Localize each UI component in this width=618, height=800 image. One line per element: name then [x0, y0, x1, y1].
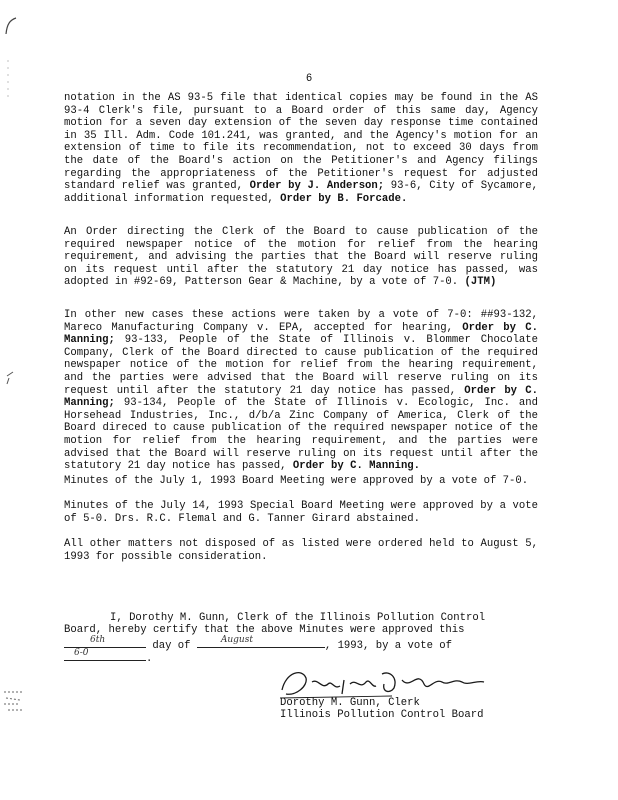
paragraph-text: 93-6, City of Sycamore, additional information requested, — [64, 180, 538, 205]
paragraph-minutes-july-14: Minutes of the July 14, 1993 Special Board Meeting were approved by a vote of 5-0. Drs. R.C. Flemal and G. Tanner Girard abstained. — [64, 500, 538, 525]
handwritten-day: 6th — [90, 635, 106, 646]
order-by: Order by C. Manning; — [64, 321, 538, 347]
order-by: Order by C. Manning; — [64, 384, 538, 410]
scan-mark-top-left — [4, 16, 18, 41]
paragraph-text: In other new cases these actions were taken by a vote of 7-0: ##93-132, Mareco Manufacturing Company v. EPA, accepted for hearing, — [64, 309, 538, 334]
month-blank — [197, 637, 325, 648]
certification-line-2: Board, hereby certify that the above Minutes were approved this — [64, 624, 465, 636]
signer-title: Illinois Pollution Control Board — [280, 709, 484, 721]
paragraph-new-cases — [64, 309, 538, 473]
certification-line-1: I, Dorothy M. Gunn, Clerk of the Illinois Pollution Control — [110, 612, 486, 624]
initials-tag: (JTM) — [464, 276, 497, 289]
certification-text: , 1993, by a vote of — [324, 640, 453, 652]
paragraph-minutes-july-1: Minutes of the July 1, 1993 Board Meeting were approved by a vote of 7-0. — [64, 475, 529, 487]
scan-mark-left-middle — [3, 368, 17, 393]
vote-blank — [64, 650, 146, 661]
page-number: 6 — [305, 73, 313, 85]
paragraph-text: 93-133, People of the State of Illinois v. Blommer Chocolate Company, Clerk of the Board directed to cause publication of the required newspaper notice of the motion for relief from the hearing requirement, and the parties were advised that the Board will reserve ruling on its request until after the statutory 21 day notice has passed, — [64, 334, 538, 397]
day-blank — [64, 637, 146, 648]
paragraph-text: 93-134, People of the State of Illinois v. Ecologic, Inc. and Horsehead Industries, Inc., d/b/a Zinc Company of America, Clerk of the Board direced to cause publication of the required newspaper notice of the motion for relief from the hearing requirement, and the parties were advised that the Board will reserve ruling on its request until after the statutory 21 day notice has passed, — [64, 397, 538, 473]
handwritten-month: August — [220, 635, 253, 646]
order-by: Order by J. Anderson; — [249, 180, 385, 193]
certification-text: day of — [146, 640, 197, 652]
order-by: Order by B. Forcade. — [280, 192, 408, 205]
paragraph-publication-order — [64, 226, 538, 289]
paragraph-text: notation in the AS 93-5 file that identical copies may be found in the AS 93-4 Clerk's file, pursuant to a Board order of this same day, Agency motion for a seven day extension of the seven day response time contained in 35 Ill. Adm. Code 101.241, was granted, and the Agency's motion for an extension of time to file its recommendation, not to exceed 30 days from the date of the Board's action on the Petitioner's and Agency filings regarding the appropriateness of the Petitioner's request for adjusted standard relief was granted, — [64, 92, 538, 193]
order-by: Order by C. Manning. — [292, 460, 421, 473]
certification-text: . — [146, 653, 153, 665]
paragraph-as-93-5 — [64, 92, 538, 205]
paragraph-other-matters: All other matters not disposed of as listed were ordered held to August 5, 1993 for possible consideration. — [64, 538, 538, 563]
signer-name: Dorothy M. Gunn, Clerk — [280, 697, 420, 709]
paragraph-text: An Order directing the Clerk of the Board to cause publication of the required newspaper notice of the motion for relief from the hearing requirement, and advising the parties that the Board will reserve ruling on its request until after the statutory 21 day notice has passed, was adopted in #92-69, Patterson Gear & Machine, by a vote of 7-0. — [64, 226, 538, 289]
scan-mark-bottom-left — [2, 688, 24, 721]
handwritten-vote: 6-0 — [74, 648, 89, 659]
